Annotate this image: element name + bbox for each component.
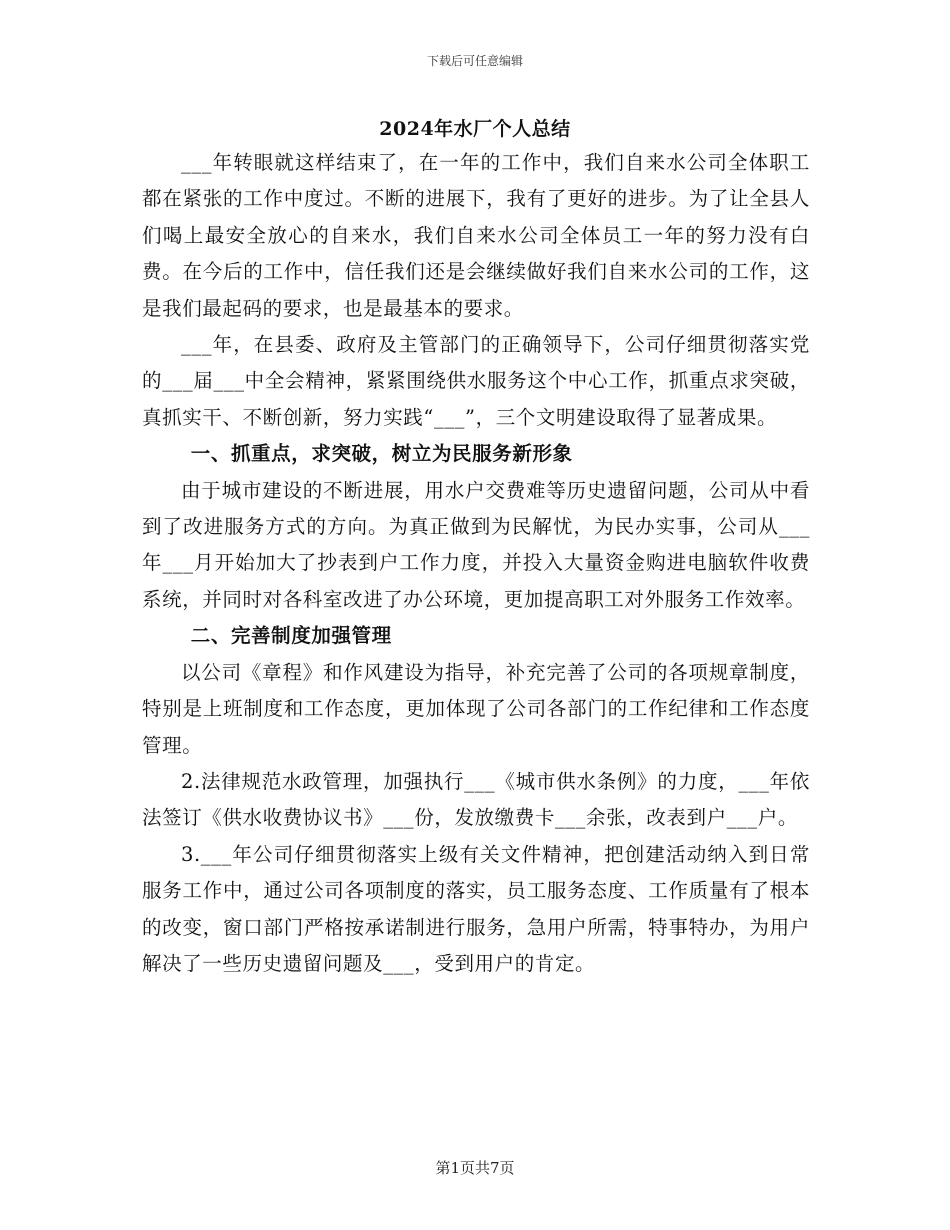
section-1-paragraph: 由于城市建设的不断进展，用水户交费难等历史遗留问题，公司从中看到了改进服务方式的方向。为真正做到为民解忧，为民办实事，公司从___年___月开始加大了抄表到户工作力度，并投入大量资金购进电脑软件收费系统，并同时对各科室改进了办公环境，更加提高职工对外服务工作效率。 — [142, 478, 810, 611]
document-body — [142, 145, 810, 982]
section-2-paragraph-2: 2.法律规范水政管理，加强执行___《城市供水条例》的力度，___年依法签订《供水收费协议书》___份，发放缴费卡___余张，改表到户___户。 — [142, 769, 810, 830]
section-heading-1: 一、抓重点，求突破，树立为民服务新形象 — [190, 442, 573, 466]
body-paragraph-overview: ___年，在县委、政府及主管部门的正确领导下，公司仔细贯彻落实党的___届___中全会精神，紧紧围绕供水服务这个中心工作，抓重点求突破，真抓实干、不断创新，努力实践“___”，三个文明建设取得了显著成果。 — [142, 333, 810, 429]
body-paragraph-intro: ___年转眼就这样结束了，在一年的工作中，我们自来水公司全体职工都在紧张的工作中度过。不断的进展下，我有了更好的进步。为了让全县人们喝上最安全放心的自来水，我们自来水公司全体员工一年的努力没有白费。在今后的工作中，信任我们还是会继续做好我们自来水公司的工作，这是我们最起码的要求，也是最基本的要求。 — [142, 151, 810, 320]
section-heading-2: 二、完善制度加强管理 — [190, 624, 392, 648]
page-header-note: 下载后可任意编辑 — [426, 54, 523, 68]
section-2-paragraph-3: 3.___年公司仔细贯彻落实上级有关文件精神，把创建活动纳入到日常服务工作中，通过公司各项制度的落实，员工服务态度、工作质量有了根本的改变，窗口部门严格按承诺制进行服务，急用户所需，特事特办，为用户解决了一些历史遗留问题及___，受到用户的肯定。 — [142, 842, 810, 975]
section-2-paragraph-1: 以公司《章程》和作风建设为指导，补充完善了公司的各项规章制度，特别是上班制度和工作态度，更加体现了公司各部门的工作纪律和工作态度管理。 — [142, 660, 810, 757]
document-title: 2024年水厂个人总结 — [379, 118, 571, 140]
page-footer-number: 第1页共7页 — [435, 1159, 515, 1177]
